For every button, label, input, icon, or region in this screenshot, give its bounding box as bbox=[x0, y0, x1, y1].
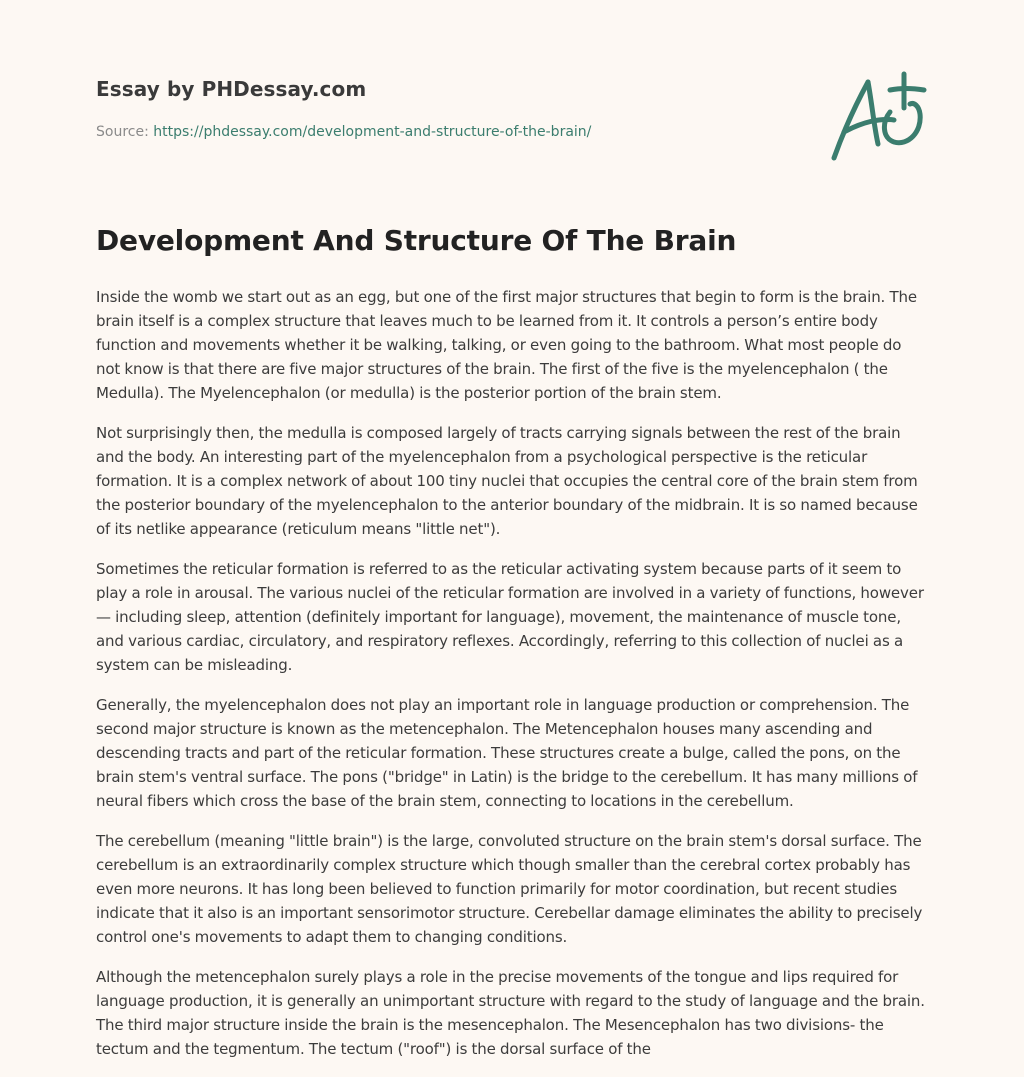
paragraph: Generally, the myelencephalon does not play an important role in language production or comprehension. The second major structure is known as the metencephalon. The Metencephalon houses many ascending and descending tracts and part of the reticular formation. These structures create a bulge, called the pons, on the brain stem's ventral surface. The pons ("bridge" in Latin) is the bridge to the cerebellum. It has many millions of neural fibers which cross the base of the brain stem, connecting to locations in the cerebellum. bbox=[96, 696, 918, 810]
page-header bbox=[96, 0, 928, 200]
source-label: Source: bbox=[96, 124, 154, 140]
a-plus-logo-icon bbox=[828, 68, 928, 164]
source-link[interactable]: https://phdessay.com/development-and-structure-of-the-brain/ bbox=[153, 124, 592, 140]
brand-title: Essay by PHDessay.com bbox=[96, 77, 367, 101]
page-title: Development And Structure Of The Brain bbox=[96, 224, 737, 257]
paragraph: Not surprisingly then, the medulla is composed largely of tracts carrying signals between the rest of the brain and the body. An interesting part of the myelencephalon from a psychological perspective is the reticular formation. It is a complex network of about 100 tiny nuclei that occupies the central core of the brain stem from the posterior boundary of the myelencephalon to the anterior boundary of the midbrain. It is so named because of its netlike appearance (reticulum means "little net"). bbox=[96, 424, 918, 538]
paragraph: The cerebellum (meaning "little brain") is the large, convoluted structure on the brain stem's dorsal surface. The cerebellum is an extraordinarily complex structure which though smaller than the cerebral cortex probably has even more neurons. It has long been believed to function primarily for motor coordination, but recent studies indicate that it also is an important sensorimotor structure. Cerebellar damage eliminates the ability to precisely control one's movements to adapt them to changing conditions. bbox=[96, 832, 923, 946]
paragraph: Sometimes the reticular formation is referred to as the reticular activating system because parts of it seem to play a role in arousal. The various nuclei of the reticular formation are involved in a variety of functions, however — including sleep, attention (definitely important for language), movement, the maintenance of muscle tone, and various cardiac, circulatory, and respiratory reflexes. Accordingly, referring to this collection of nuclei as a system can be misleading. bbox=[96, 560, 924, 674]
paragraph: Inside the womb we start out as an egg, but one of the first major structures that begin to form is the brain. The brain itself is a complex structure that leaves much to be learned from it. It controls a person’s entire body function and movements whether it be walking, talking, or even going to the bathroom. What most people do not know is that there are five major structures of the brain. The first of the five is the myelencephalon ( the Medulla). The Myelencephalon (or medulla) is the posterior portion of the brain stem. bbox=[96, 288, 917, 402]
source-line bbox=[96, 124, 591, 140]
paragraph: Although the metencephalon surely plays a role in the precise movements of the tongue and lips required for language production, it is generally an unimportant structure with regard to the study of language and the brain. The third major structure inside the brain is the mesencephalon. The Mesencephalon has two divisions- the tectum and the tegmentum. The tectum ("roof") is the dorsal surface of the bbox=[96, 968, 925, 1058]
article-body bbox=[96, 285, 928, 1077]
